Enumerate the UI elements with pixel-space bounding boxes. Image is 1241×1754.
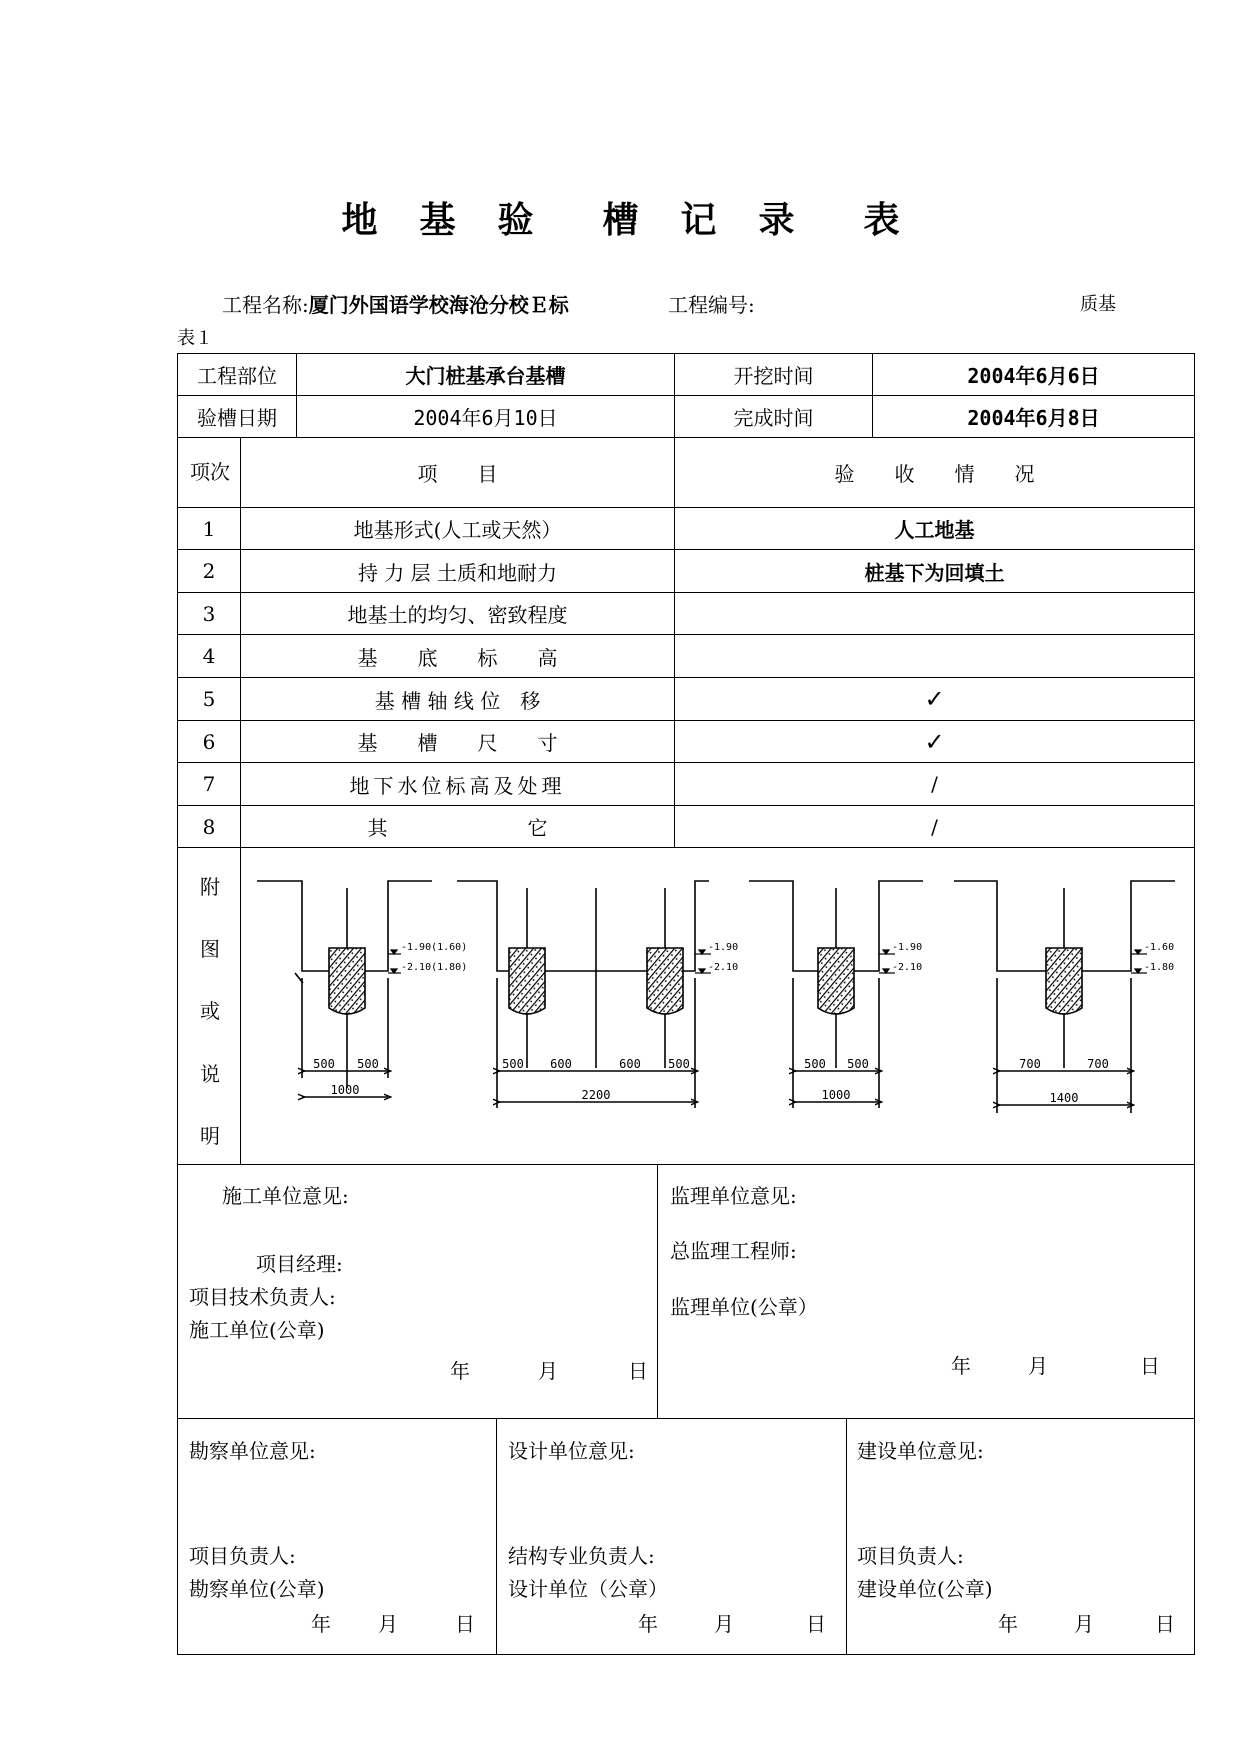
finish-label: 完成时间 — [733, 406, 814, 430]
item-name: 其 它 — [367, 816, 548, 840]
date-day: 日 — [455, 1612, 475, 1636]
item-name: 地基土的均匀、密致程度 — [347, 603, 568, 627]
pile — [818, 948, 854, 1014]
pile — [1046, 948, 1082, 1014]
item-name: 地基形式(人工或天然） — [353, 518, 562, 542]
item-result: / — [931, 814, 938, 839]
date-day: 日 — [1140, 1354, 1160, 1378]
date-year: 年 — [998, 1612, 1018, 1636]
design-lead: 结构专业负责人: — [508, 1544, 655, 1568]
supervision-chief: 总监理工程师: — [670, 1239, 797, 1263]
elev-label: -2.10 — [892, 962, 923, 973]
row-line — [177, 1418, 1195, 1419]
dim-label: 500 — [847, 1057, 869, 1071]
supervision-opinion: 监理单位意见: — [670, 1184, 797, 1208]
page-title: 地 基 验 槽 记 录 表 — [341, 199, 900, 241]
part-label: 工程部位 — [197, 364, 277, 388]
elev-label: -2.10 — [708, 962, 739, 973]
form-code-a: 质基 — [1080, 294, 1116, 315]
elev-label: -1.80 — [1144, 962, 1175, 973]
item-no: 1 — [202, 516, 216, 541]
date-year: 年 — [450, 1359, 470, 1383]
elev-label: -2.10(1.80) — [401, 962, 468, 973]
result-header: 验 收 情 况 — [834, 462, 1035, 486]
project-name-line — [222, 289, 569, 318]
item-name: 基 槽 尺 寸 — [357, 731, 558, 755]
pile — [329, 948, 365, 1014]
dim-label: 500 — [313, 1057, 335, 1071]
item-name: 基 槽 轴 线 位 移 — [374, 688, 541, 713]
dim-label: 500 — [668, 1057, 690, 1071]
date-month: 月 — [1074, 1612, 1094, 1636]
dim-label: 700 — [1087, 1057, 1109, 1071]
col-line — [657, 1164, 658, 1418]
item-result: / — [931, 772, 938, 796]
attach-char: 说 — [200, 1061, 220, 1086]
dim-label: 1000 — [330, 1083, 360, 1097]
attach-char: 图 — [200, 936, 220, 961]
design-opinion: 设计单位意见: — [508, 1439, 635, 1463]
survey-seal: 勘察单位(公章) — [189, 1577, 325, 1601]
item-name: 地下水位标高及处理 — [349, 773, 566, 798]
finish-value: 2004年6月8日 — [967, 406, 1100, 430]
dim-label: 500 — [357, 1057, 379, 1071]
pile — [509, 948, 545, 1014]
item-header: 项 目 — [417, 462, 498, 486]
construction-seal: 施工单位(公章) — [189, 1318, 325, 1342]
dim-label: 2200 — [581, 1088, 611, 1102]
project-name: 厦门外国语学校海沧分校Ｅ标 — [308, 293, 569, 317]
col-line — [496, 1418, 497, 1655]
dim-label: 1000 — [821, 1088, 851, 1102]
part-value: 大门桩基承台基槽 — [405, 364, 566, 388]
construction-pm: 项目经理: — [256, 1252, 343, 1276]
date-year: 年 — [951, 1354, 971, 1378]
design-seal: 设计单位（公章） — [508, 1577, 668, 1601]
survey-lead: 项目负责人: — [189, 1544, 296, 1568]
owner-lead: 项目负责人: — [857, 1544, 964, 1568]
date-month: 月 — [378, 1612, 398, 1636]
date-day: 日 — [806, 1612, 826, 1636]
owner-seal: 建设单位(公章) — [857, 1577, 993, 1601]
row-line — [177, 1164, 1195, 1165]
item-result: 桩基下为回填土 — [864, 560, 1005, 585]
date-day: 日 — [1155, 1612, 1175, 1636]
item-no: 8 — [202, 814, 216, 839]
foundation-drawing — [241, 848, 1194, 1164]
pile — [647, 948, 683, 1014]
survey-opinion: 勘察单位意见: — [189, 1439, 316, 1463]
no-header: 项次 — [190, 460, 230, 484]
dim-label: 500 — [502, 1057, 524, 1071]
supervision-seal: 监理单位(公章） — [670, 1295, 818, 1319]
item-result: ✓ — [924, 727, 945, 756]
dim-label: 700 — [1019, 1057, 1041, 1071]
attach-char: 附 — [200, 874, 220, 899]
col-line — [846, 1418, 847, 1655]
item-no: 5 — [202, 687, 216, 711]
item-no: 4 — [202, 644, 216, 668]
form-code-b: 表１ — [177, 328, 213, 349]
date-year: 年 — [638, 1612, 658, 1636]
date-day: 日 — [628, 1359, 648, 1383]
item-no: 2 — [202, 559, 216, 583]
item-result — [675, 635, 1194, 677]
construction-tech: 项目技术负责人: — [189, 1285, 336, 1309]
construction-opinion: 施工单位意见: — [222, 1184, 349, 1208]
dim-label: 600 — [619, 1057, 641, 1071]
item-result: 人工地基 — [894, 518, 975, 542]
item-no: 6 — [202, 729, 216, 754]
item-name: 持 力 层 土质和地耐力 — [357, 560, 558, 585]
project-no-label: 工程编号: — [668, 293, 755, 317]
dig-value: 2004年6月6日 — [967, 364, 1100, 388]
attach-char: 明 — [200, 1123, 220, 1148]
date-year: 年 — [311, 1612, 331, 1636]
elev-label: -1.60 — [1144, 942, 1175, 953]
date-month: 月 — [538, 1359, 558, 1383]
item-no: 3 — [202, 601, 216, 626]
attach-char: 或 — [200, 998, 220, 1023]
item-result: ✓ — [924, 685, 945, 713]
check-value: 2004年6月10日 — [413, 406, 558, 430]
elev-label: -1.90(1.60) — [401, 942, 468, 953]
item-name: 基 底 标 高 — [357, 645, 558, 670]
check-label: 验槽日期 — [197, 406, 277, 430]
date-month: 月 — [714, 1612, 734, 1636]
dig-label: 开挖时间 — [733, 364, 814, 388]
item-no: 7 — [202, 772, 216, 796]
item-result — [675, 593, 1194, 634]
dim-label: 600 — [550, 1057, 572, 1071]
project-name-label: 工程名称: — [222, 293, 309, 317]
dim-label: 500 — [804, 1057, 826, 1071]
elev-label: -1.90 — [892, 942, 923, 953]
owner-opinion: 建设单位意见: — [857, 1439, 984, 1463]
dim-label: 1400 — [1049, 1091, 1079, 1105]
date-month: 月 — [1028, 1354, 1048, 1378]
elev-label: -1.90 — [708, 942, 739, 953]
